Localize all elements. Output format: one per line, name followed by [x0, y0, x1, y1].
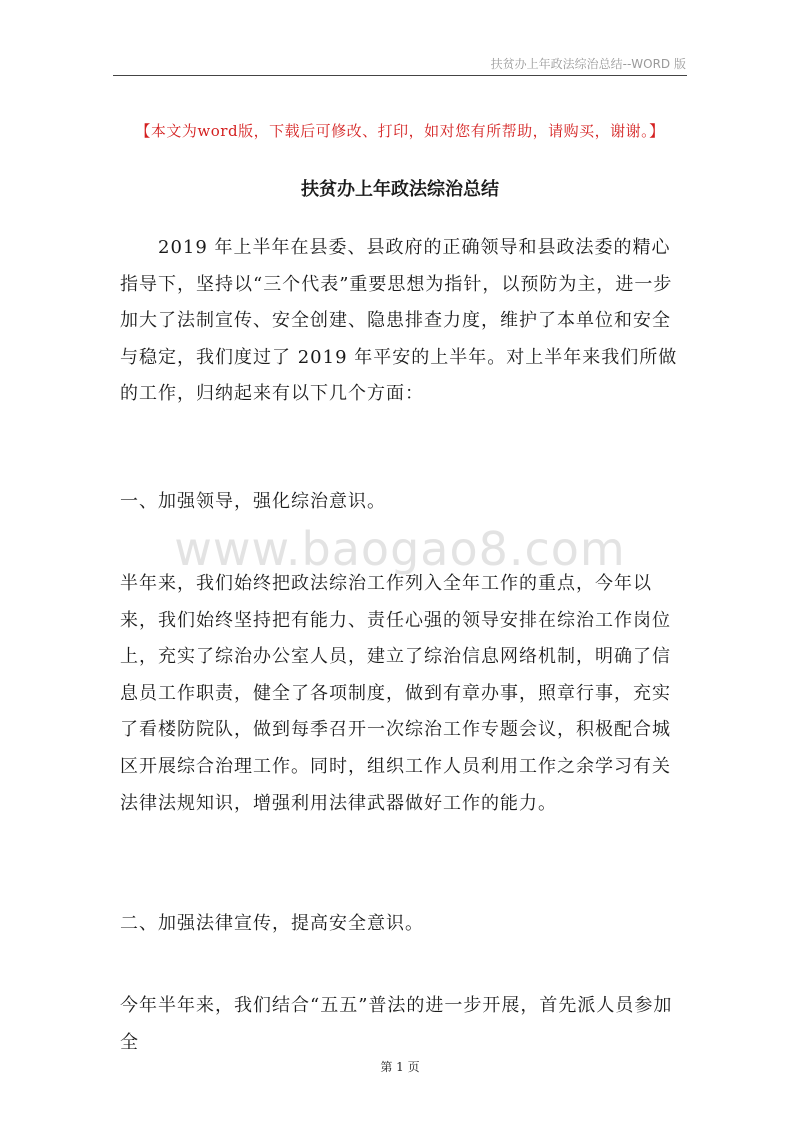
intro-paragraph: 2019 年上半年在县委、县政府的正确领导和县政法委的精心指导下，坚持以“三个代表”重要思想为指针，以预防为主，进一步加大了法制宣传、安全创建、隐患排查力度，维护了本单位和安全与稳定，我们度过了 2019 年平安的上半年。对上半年来我们所做的工作，归纳起来有以下几个方面：: [120, 237, 678, 405]
section-2-paragraph: 今年半年来，我们结合“五五”普法的进一步开展，首先派人员参加全: [120, 995, 673, 1053]
running-header: 扶贫办上年政法综治总结--WORD 版: [490, 57, 686, 71]
purchase-notice: 【本文为word版，下载后可修改、打印，如对您有所帮助，请购买，谢谢。】: [135, 122, 665, 140]
section-1-heading: 一、加强领导，强化综治意识。: [120, 491, 386, 512]
section-1-paragraph: 半年来，我们始终把政法综治工作列入全年工作的重点，今年以来，我们始终坚持把有能力、责任心强的领导安排在综治工作岗位上，充实了综治办公室人员，建立了综治信息网络机制，明确了信息员工作职责，健全了各项制度，做到有章办事，照章行事，充实了看楼防院队，做到每季召开一次综治工作专题会议，积极配合城区开展综合治理工作。同时，组织工作人员利用工作之余学习有关法律法规知识，增强利用法律武器做好工作的能力。: [120, 573, 671, 814]
section-2-heading: 二、加强法律宣传，提高安全意识。: [120, 913, 424, 934]
document-title: 扶贫办上年政法综治总结: [301, 179, 499, 200]
page-number: 第 1 页: [380, 1060, 420, 1074]
header-divider: [113, 75, 687, 76]
watermark: www.baogao8.com: [174, 522, 626, 576]
